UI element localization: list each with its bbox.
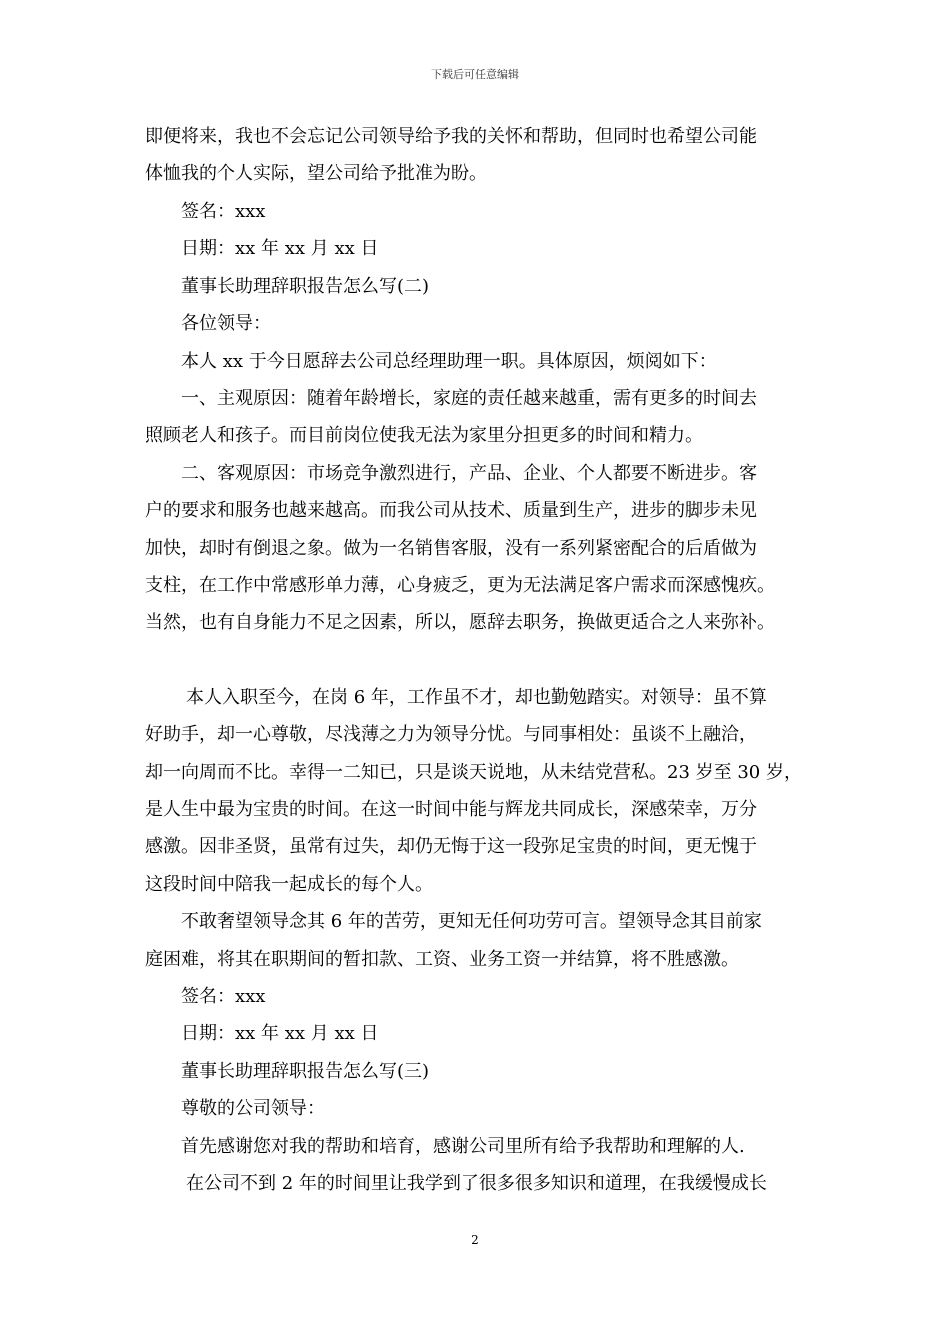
- body-line: 本人入职至今，在岗 6 年，工作虽不才，却也勤勉踏实。对领导：虽不算: [186, 687, 767, 708]
- body-line: 是人生中最为宝贵的时间。在这一时间中能与辉龙共同成长，深感荣幸，万分: [145, 799, 757, 820]
- section-title: 董事长助理辞职报告怎么写(二): [181, 276, 430, 297]
- body-line: 在公司不到 2 年的时间里让我学到了很多很多知识和道理，在我缓慢成长: [186, 1173, 767, 1194]
- body-line: 好助手，却一心尊敬，尽浅薄之力为领导分忧。与同事相处：虽谈不上融洽，: [145, 724, 757, 745]
- body-line: 不敢奢望领导念其 6 年的苦劳，更知无任何功劳可言。望领导念其目前家: [181, 911, 762, 932]
- body-line: 体恤我的个人实际，望公司给予批准为盼。: [145, 163, 487, 184]
- body-line: 本人 xx 于今日愿辞去公司总经理助理一职。具体原因，烦阅如下：: [181, 351, 717, 372]
- body-line: 加快，却时有倒退之象。做为一名销售客服，没有一系列紧密配合的后盾做为: [145, 538, 757, 559]
- section-title: 董事长助理辞职报告怎么写(三): [181, 1061, 430, 1082]
- body-line: 一、主观原因：随着年龄增长，家庭的责任越来越重，需有更多的时间去: [181, 388, 757, 409]
- body-line: 首先感谢您对我的帮助和培育，感谢公司里所有给予我帮助和理解的人.: [181, 1136, 745, 1157]
- date-line: 日期：xx 年 xx 月 xx 日: [181, 1023, 379, 1044]
- body-line: 当然，也有自身能力不足之因素，所以，愿辞去职务，换做更适合之人来弥补。: [145, 612, 775, 633]
- body-line: 支柱，在工作中常感形单力薄，心身疲乏，更为无法满足客户需求而深感愧疚。: [145, 575, 775, 596]
- salutation: 尊敬的公司领导：: [181, 1098, 325, 1119]
- date-line: 日期：xx 年 xx 月 xx 日: [181, 238, 379, 259]
- body-line: 庭困难，将其在职期间的暂扣款、工资、业务工资一并结算，将不胜感激。: [145, 949, 739, 970]
- signature-line: 签名：xxx: [181, 201, 266, 222]
- salutation: 各位领导：: [181, 313, 271, 334]
- body-line: 照顾老人和孩子。而目前岗位使我无法为家里分担更多的时间和精力。: [145, 425, 703, 446]
- page-number: 2: [471, 1233, 479, 1247]
- body-line: 户的要求和服务也越来越高。而我公司从技术、质量到生产，进步的脚步未见: [145, 500, 757, 521]
- page-header: 下载后可任意编辑: [431, 68, 519, 81]
- body-line: 却一向周而不比。幸得一二知已，只是谈天说地，从未结党营私。23 岁至 30 岁，: [145, 762, 802, 783]
- body-line: 即便将来，我也不会忘记公司领导给予我的关怀和帮助，但同时也希望公司能: [145, 126, 757, 147]
- signature-line: 签名：xxx: [181, 986, 266, 1007]
- body-line: 二、客观原因：市场竞争激烈进行，产品、企业、个人都要不断进步。客: [181, 463, 757, 484]
- body-line: 这段时间中陪我一起成长的每个人。: [145, 874, 433, 895]
- body-line: 感激。因非圣贤，虽常有过失，却仍无悔于这一段弥足宝贵的时间，更无愧于: [145, 836, 757, 857]
